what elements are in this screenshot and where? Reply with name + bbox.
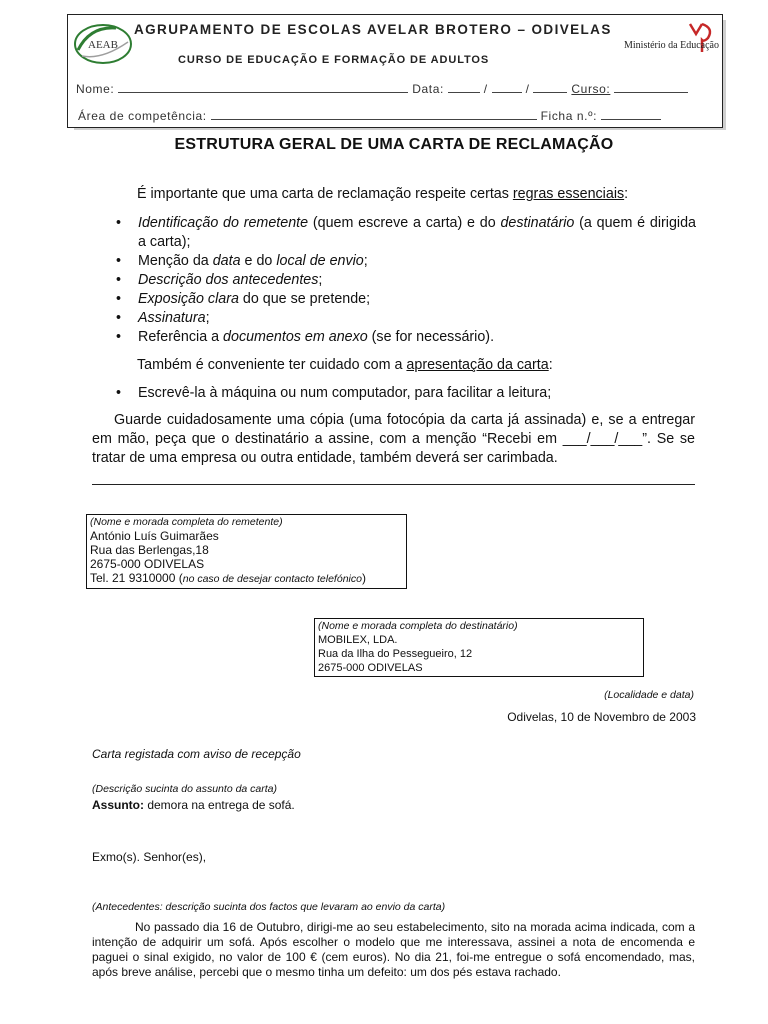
course-name: CURSO DE EDUCAÇÃO E FORMAÇÃO DE ADULTOS — [178, 54, 490, 66]
place-date-note: (Localidade e data) — [604, 689, 694, 701]
header-form-row-1: Nome: Data: / / Curso: — [76, 82, 688, 96]
logo-text: AEAB — [88, 39, 118, 51]
subject-text: demora na entrega de sofá. — [144, 798, 295, 812]
document-title: ESTRUTURA GERAL DE UMA CARTA DE RECLAMAÇÃO — [174, 136, 614, 153]
competence-blank[interactable] — [211, 109, 537, 120]
intro-paragraph — [137, 185, 628, 204]
list-item: • Identificação do remetente (quem escreve a carta) e do destinatário (a quem é dirigida a carta); — [112, 214, 696, 252]
date-label: Data: — [412, 82, 444, 96]
school-logo-icon — [72, 20, 134, 66]
intro-underlined: regras essenciais — [512, 186, 625, 202]
sender-street: Rua das Berlengas,18 — [90, 543, 209, 557]
sender-tel: Tel. 21 9310000 (no caso de desejar contacto telefónico) — [90, 571, 366, 585]
list-item: • Referência a documentos em anexo (se for necessário). — [112, 328, 696, 347]
presentation-list — [112, 384, 696, 403]
competence-label: Área de competência: — [78, 109, 207, 123]
recipient-note: (Nome e morada completa do destinatário) — [318, 620, 518, 632]
header-form-row-2 — [78, 109, 661, 123]
course-label: Curso: — [571, 82, 611, 96]
subject-note: (Descrição sucinta do assunto da carta) — [92, 783, 278, 795]
background-note: (Antecedentes: descrição sucinta dos factos que levaram ao envio da carta) — [92, 901, 446, 913]
list-item: • Escrevê-la à máquina ou num computador, para facilitar a leitura; — [112, 384, 696, 403]
background-paragraph: No passado dia 16 de Outubro, dirigi-me ao seu estabelecimento, sito na morada acima indicada, com a intenção de adquirir um sofá. Após escolher o modelo que me interessava, assinei a nota de encomenda e paguei o sinal exigido, no valor de 100 € (cem euros). No dia 21, foi-me entregue o sofá encomendado, mas, após breve análise, percebi que o mesmo tinha um defeito: um dos pés estava rachado. — [92, 920, 695, 979]
salutation: Exmo(s). Senhor(es), — [92, 850, 207, 864]
recipient-postal: 2675-000 ODIVELAS — [318, 662, 423, 674]
intro-post: : — [624, 186, 629, 202]
registered-mail-note: Carta registada com aviso de recepção — [92, 747, 301, 761]
course-blank[interactable] — [614, 82, 688, 93]
list-item: • Assinatura; — [112, 309, 696, 328]
sheet-blank[interactable] — [601, 109, 661, 120]
date-day-blank[interactable] — [448, 82, 480, 93]
date-month-blank[interactable] — [492, 82, 522, 93]
sender-note: (Nome e morada completa do remetente) — [90, 516, 283, 528]
list-item: • Descrição dos antecedentes; — [112, 271, 696, 290]
sender-name: António Luís Guimarães — [90, 529, 219, 543]
intro-text: É importante que uma carta de reclamação respeite certas — [137, 186, 513, 202]
presentation-paragraph: Também é conveniente ter cuidado com a apresentação da carta: — [137, 357, 553, 373]
date-year-blank[interactable] — [533, 82, 567, 93]
list-item: • Exposição clara do que se pretende; — [112, 290, 696, 309]
subject-label: Assunto: — [92, 798, 144, 812]
sender-address-box — [86, 514, 407, 589]
sheet-label: Ficha n.º: — [540, 109, 598, 123]
ministry-name: Ministério da Educação — [624, 40, 719, 51]
name-blank[interactable] — [118, 82, 408, 93]
sender-postal: 2675-000 ODIVELAS — [90, 557, 205, 571]
list-item: • Menção da data e do local de envio; — [112, 252, 696, 271]
school-name: AGRUPAMENTO DE ESCOLAS AVELAR BROTERO – ODIVELAS — [134, 22, 612, 37]
name-label: Nome: — [76, 82, 115, 96]
place-date: Odivelas, 10 de Novembro de 2003 — [507, 710, 696, 724]
recipient-address-box — [314, 618, 644, 677]
rules-list — [112, 214, 696, 347]
subject-line — [92, 798, 295, 812]
keep-copy-paragraph: Guarde cuidadosamente uma cópia (uma fotocópia da carta já assinada) e, se a entregar em mão, peça que o destinatário a assine, com a menção “Recebi em ___/___/___”. Se se tratar de uma empresa ou outra entidade, também deverá ser carimbada. — [92, 412, 695, 466]
recipient-street: Rua da Ilha do Pessegueiro, 12 — [318, 648, 473, 660]
recipient-name: MOBILEX, LDA. — [318, 634, 398, 646]
section-divider — [92, 484, 695, 485]
